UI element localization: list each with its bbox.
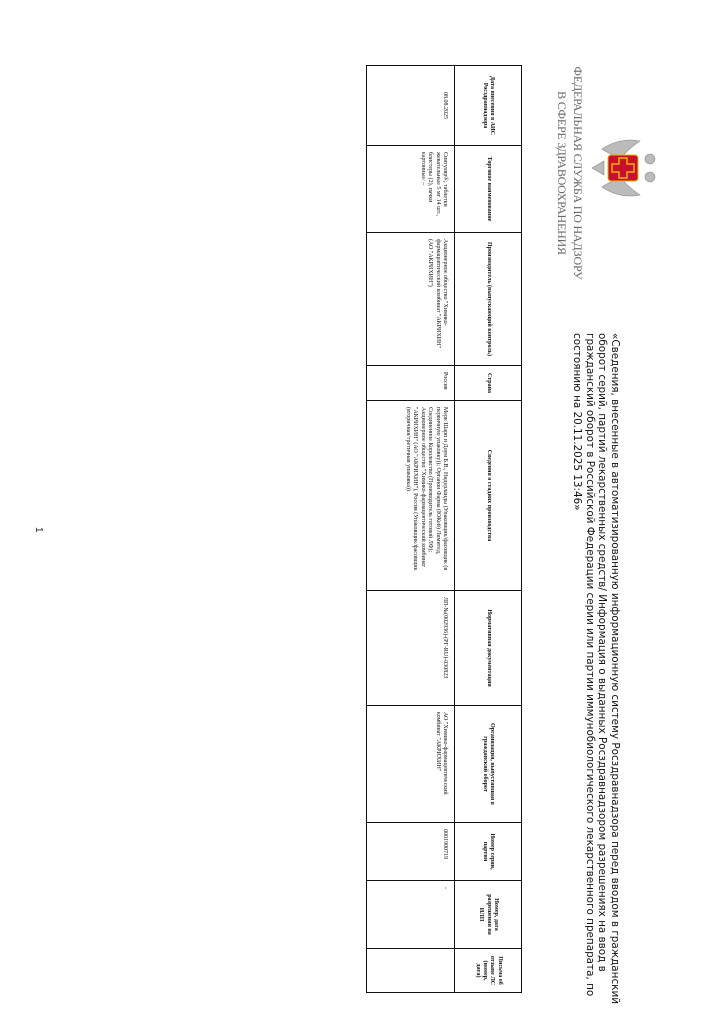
cell-trade-name: Сингуляр®; таблетки жевательные 5 мг 14 шт., блистеры (2), пачки картонные/ – bbox=[367, 146, 455, 233]
roszdravnadzor-emblem-icon bbox=[590, 135, 660, 201]
col-header-recall-letters: Письма об отзыве ЛС (номер, дата) bbox=[455, 949, 522, 993]
cell-normative-doc: ЛП-№(002936)-(РГ-RU)-030823 bbox=[367, 591, 455, 706]
cell-series-number: 0001900719 bbox=[367, 823, 455, 881]
org-line-1: ФЕДЕРАЛЬНАЯ СЛУЖБА ПО НАДЗОРУ bbox=[571, 66, 585, 280]
cell-manufacturer: Акционерное общество "Химико-фармацевтический комбинат "АКРИХИН" (АО "АКРИХИН") bbox=[367, 233, 455, 366]
col-header-normative-doc: Нормативная документация bbox=[455, 591, 522, 706]
col-header-permit: Номер, дата разрешения на ИЛП bbox=[455, 881, 522, 949]
cell-country: Россия bbox=[367, 366, 455, 401]
page-number: 1 bbox=[33, 527, 44, 533]
document-title: «Сведения, внесенные в автоматизированную информационную систему Росздравнадзора перед вводом в гражданский оборот серий, партий лекарственных средств/ Информация о выданных Росздравнадзором разрешениях на ввод в гражданский оборот в Российской Федерации серии или партии иммунобиологического лекарственного препарата, по состоянию на 20.11.2025 13:46» bbox=[571, 333, 621, 1004]
table-header-row bbox=[455, 66, 522, 993]
cell-recall-letters bbox=[367, 949, 455, 993]
col-header-trade-name: Торговое наименование bbox=[455, 146, 522, 233]
org-line-2: В СФЕРЕ ЗДРАВООХРАНЕНИЯ bbox=[555, 91, 569, 255]
col-header-manufacturer: Производитель (выпускающий контроль) bbox=[455, 233, 522, 366]
col-header-releasing-org: Организация, выпустившая в гражданский оборот bbox=[455, 706, 522, 823]
col-header-production-stages: Сведения о стадиях производства bbox=[455, 401, 522, 591]
table-row bbox=[367, 66, 455, 993]
organization-name bbox=[554, 62, 586, 284]
batch-info-table bbox=[366, 65, 522, 993]
col-header-country: Страна bbox=[455, 366, 522, 401]
cell-releasing-org: АО "Химико-фармацевтический комбинат "АКРИХИН" bbox=[367, 706, 455, 823]
col-header-date: Дата внесения в АИС Росздравнадзора bbox=[455, 66, 522, 146]
cell-permit: - bbox=[367, 881, 455, 949]
col-header-series-number: Номер серии, партии bbox=[455, 823, 522, 881]
cell-date: 08.08.2025 bbox=[367, 66, 455, 146]
cell-production-stages: Мерк Шарп и Доум Б.В., Нидерланды (Упаковщик/фасовщик (в первичную упаковку)); Органон Фарма (ЮКей) Лимитед, Соединенное Королевство (Производитель готовой ЛФ); Акционерное общество "Химико-фармацевтический комбинат "АКРИХИН" (АО "АКРИХИН"), Россия (Упаковщик/фасовщик (вторичная/третичная упаковка)) bbox=[367, 401, 455, 591]
